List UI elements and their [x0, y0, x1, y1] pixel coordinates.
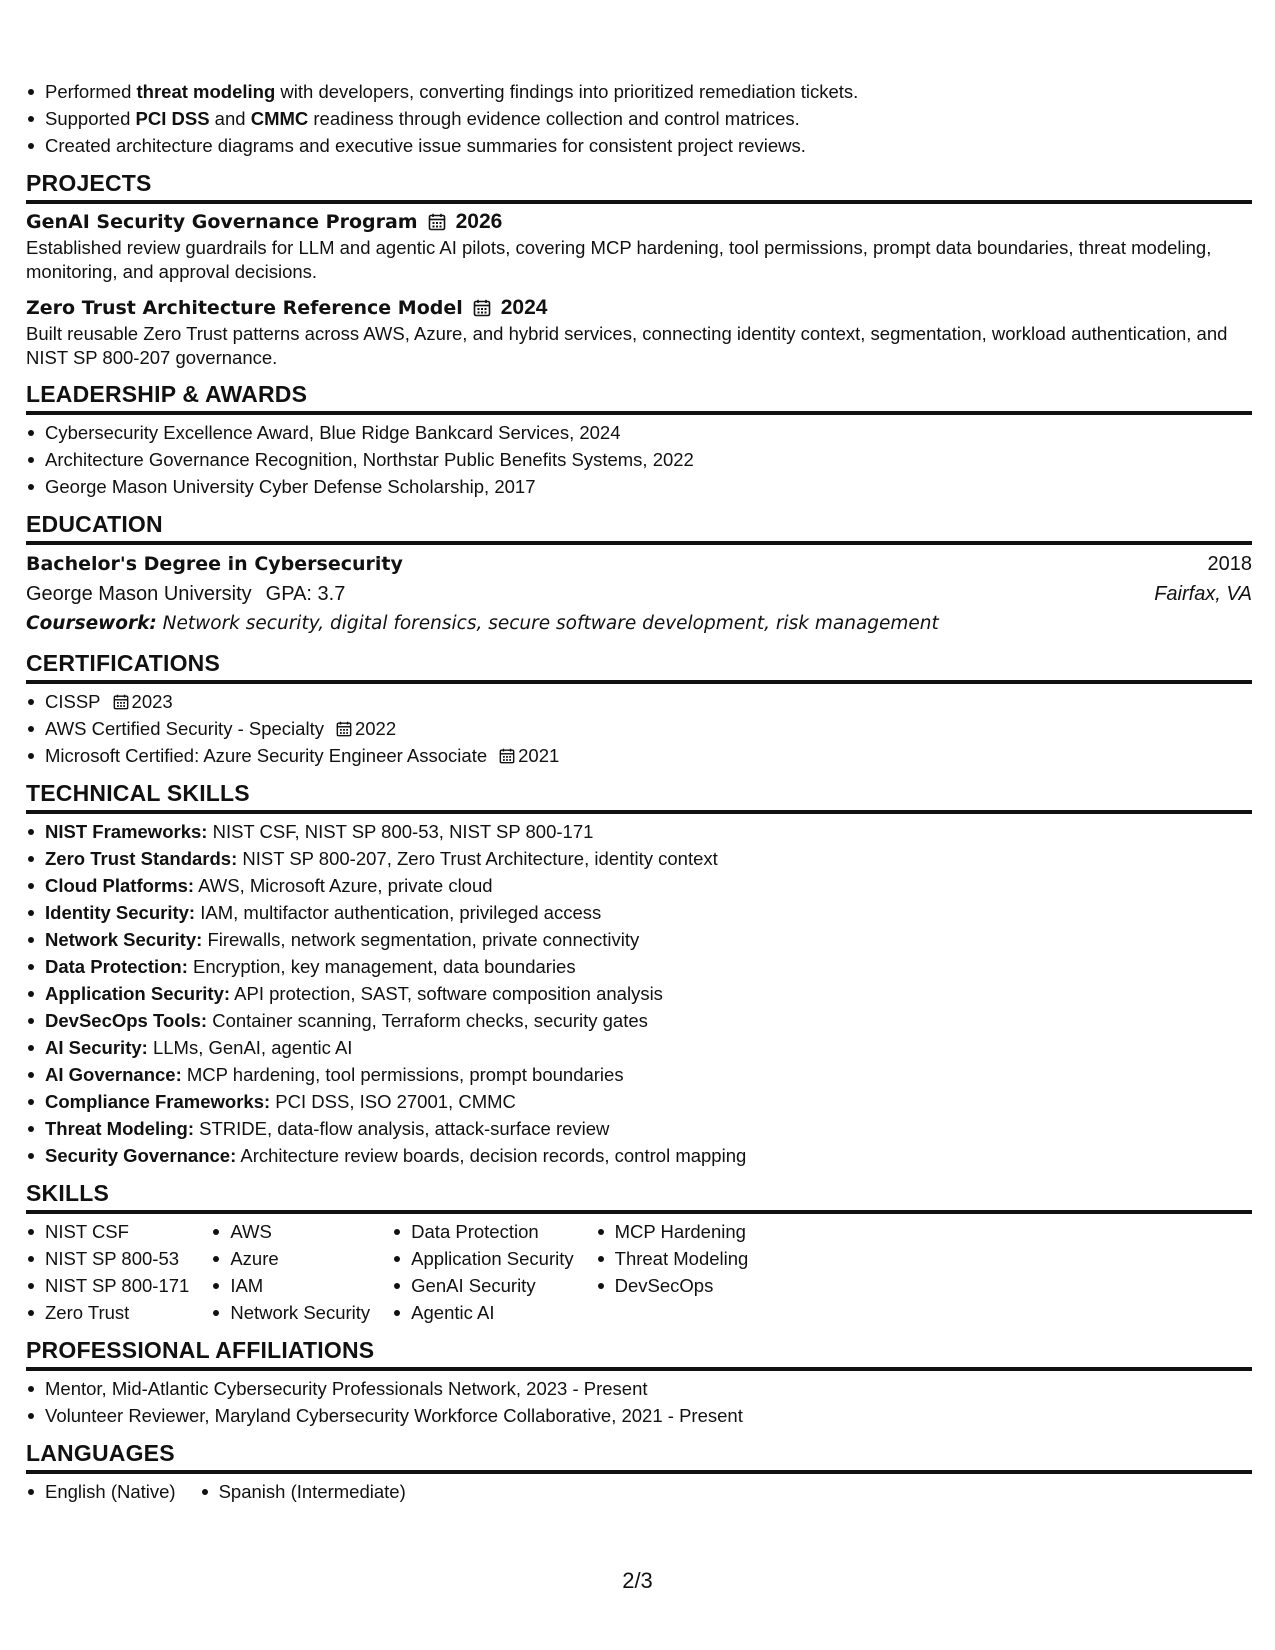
project-year: 2026 [455, 210, 503, 233]
list-item: Cloud Platforms: AWS, Microsoft Azure, private cloud [26, 872, 1252, 899]
cert-year: 2023 [131, 691, 173, 712]
list-item: Network Security [211, 1299, 370, 1326]
cert-year: 2022 [354, 718, 397, 739]
technical-skills-section [26, 780, 1252, 1169]
skills-column [392, 1218, 573, 1326]
project-title: Zero Trust Architecture Reference Model [26, 297, 463, 319]
section-heading: LEADERSHIP & AWARDS [26, 381, 1252, 415]
resume-page [26, 78, 1252, 1505]
list-item: George Mason University Cyber Defense Scholarship, 2017 [26, 473, 1252, 500]
list-item: Agentic AI [392, 1299, 573, 1326]
list-item: NIST SP 800-171 [26, 1272, 189, 1299]
list-item: Identity Security: IAM, multifactor authentication, privileged access [26, 899, 1252, 926]
project-year: 2024 [500, 296, 548, 319]
list-item: Data Protection [392, 1218, 573, 1245]
project-description: Established review guardrails for LLM and agentic AI pilots, covering MCP hardening, tool permissions, prompt data boundaries, threat modeling, monitoring, and approval decisions. [26, 237, 1212, 282]
degree-title: Bachelor's Degree in Cybersecurity [26, 553, 403, 575]
list-item: Architecture Governance Recognition, Northstar Public Benefits Systems, 2022 [26, 446, 1252, 473]
list-item: AI Governance: MCP hardening, tool permissions, prompt boundaries [26, 1061, 1252, 1088]
list-item: GenAI Security [392, 1272, 573, 1299]
calendar-icon [336, 721, 352, 737]
affiliations-section [26, 1337, 1252, 1429]
education-section [26, 511, 1252, 639]
list-item: Supported PCI DSS and CMMC readiness through evidence collection and control matrices. [26, 105, 1252, 132]
skills-section [26, 1180, 1252, 1326]
list-item: Created architecture diagrams and executive issue summaries for consistent project reviews. [26, 132, 1252, 159]
school-location: Fairfax, VA [1154, 583, 1252, 605]
list-item: Performed threat modeling with developers, converting findings into prioritized remediation tickets. [26, 78, 1252, 105]
gpa: GPA: 3.7 [265, 583, 346, 605]
list-item: Application Security: API protection, SAST, software composition analysis [26, 980, 1252, 1007]
list-item: AI Security: LLMs, GenAI, agentic AI [26, 1034, 1252, 1061]
cert-name: AWS Certified Security - Specialty [45, 718, 324, 739]
section-heading: LANGUAGES [26, 1440, 1252, 1474]
project-entry [26, 294, 1252, 370]
list-item: Application Security [392, 1245, 573, 1272]
list-item: NIST Frameworks: NIST CSF, NIST SP 800-53, NIST SP 800-171 [26, 818, 1252, 845]
list-item: NIST CSF [26, 1218, 189, 1245]
cert-year: 2021 [518, 745, 560, 766]
page-number: 2/3 [622, 1568, 653, 1593]
list-item: NIST SP 800-53 [26, 1245, 189, 1272]
list-item: Threat Modeling [596, 1245, 749, 1272]
cert-name: CISSP [45, 691, 101, 712]
calendar-icon [113, 694, 129, 710]
list-item: DevSecOps Tools: Container scanning, Terraform checks, security gates [26, 1007, 1252, 1034]
list-item: English (Native) [26, 1478, 176, 1505]
list-item [26, 715, 1252, 742]
list-item: Data Protection: Encryption, key management, data boundaries [26, 953, 1252, 980]
calendar-icon [428, 213, 446, 231]
skills-column [596, 1218, 749, 1326]
experience-bullets [26, 78, 1252, 159]
list-item: Cybersecurity Excellence Award, Blue Ridge Bankcard Services, 2024 [26, 419, 1252, 446]
project-description: Built reusable Zero Trust patterns across AWS, Azure, and hybrid services, connecting identity context, segmentation, workload authentication, and NIST SP 800-207 governance. [26, 323, 1228, 368]
list-item: Volunteer Reviewer, Maryland Cybersecurity Workforce Collaborative, 2021 - Present [26, 1402, 1252, 1429]
list-item [26, 742, 1252, 769]
leadership-section [26, 381, 1252, 500]
section-heading: EDUCATION [26, 511, 1252, 545]
project-entry [26, 208, 1252, 284]
skills-column [211, 1218, 370, 1326]
section-heading: CERTIFICATIONS [26, 650, 1252, 684]
list-item: Spanish (Intermediate) [200, 1478, 406, 1505]
list-item: AWS [211, 1218, 370, 1245]
list-item: Mentor, Mid-Atlantic Cybersecurity Professionals Network, 2023 - Present [26, 1375, 1252, 1402]
school-name: George Mason University [26, 583, 252, 605]
list-item: MCP Hardening [596, 1218, 749, 1245]
languages-section [26, 1440, 1252, 1505]
skills-column [26, 1218, 189, 1326]
certifications-section [26, 650, 1252, 769]
list-item: Zero Trust [26, 1299, 189, 1326]
calendar-icon [473, 299, 491, 317]
list-item: Threat Modeling: STRIDE, data-flow analysis, attack-surface review [26, 1115, 1252, 1142]
list-item: Compliance Frameworks: PCI DSS, ISO 27001, CMMC [26, 1088, 1252, 1115]
section-heading: PROJECTS [26, 170, 1252, 204]
section-heading: SKILLS [26, 1180, 1252, 1214]
projects-section [26, 170, 1252, 370]
project-title: GenAI Security Governance Program [26, 211, 418, 233]
section-heading: PROFESSIONAL AFFILIATIONS [26, 1337, 1252, 1371]
list-item: Azure [211, 1245, 370, 1272]
list-item: DevSecOps [596, 1272, 749, 1299]
cert-name: Microsoft Certified: Azure Security Engineer Associate [45, 745, 488, 766]
graduation-year: 2018 [1207, 553, 1252, 575]
list-item: Network Security: Firewalls, network segmentation, private connectivity [26, 926, 1252, 953]
section-heading: TECHNICAL SKILLS [26, 780, 1252, 814]
coursework: Coursework: Network security, digital forensics, secure software development, risk management [26, 613, 939, 634]
list-item: IAM [211, 1272, 370, 1299]
list-item [26, 688, 1252, 715]
calendar-icon [499, 748, 515, 764]
list-item: Zero Trust Standards: NIST SP 800-207, Zero Trust Architecture, identity context [26, 845, 1252, 872]
list-item: Security Governance: Architecture review boards, decision records, control mapping [26, 1142, 1252, 1169]
